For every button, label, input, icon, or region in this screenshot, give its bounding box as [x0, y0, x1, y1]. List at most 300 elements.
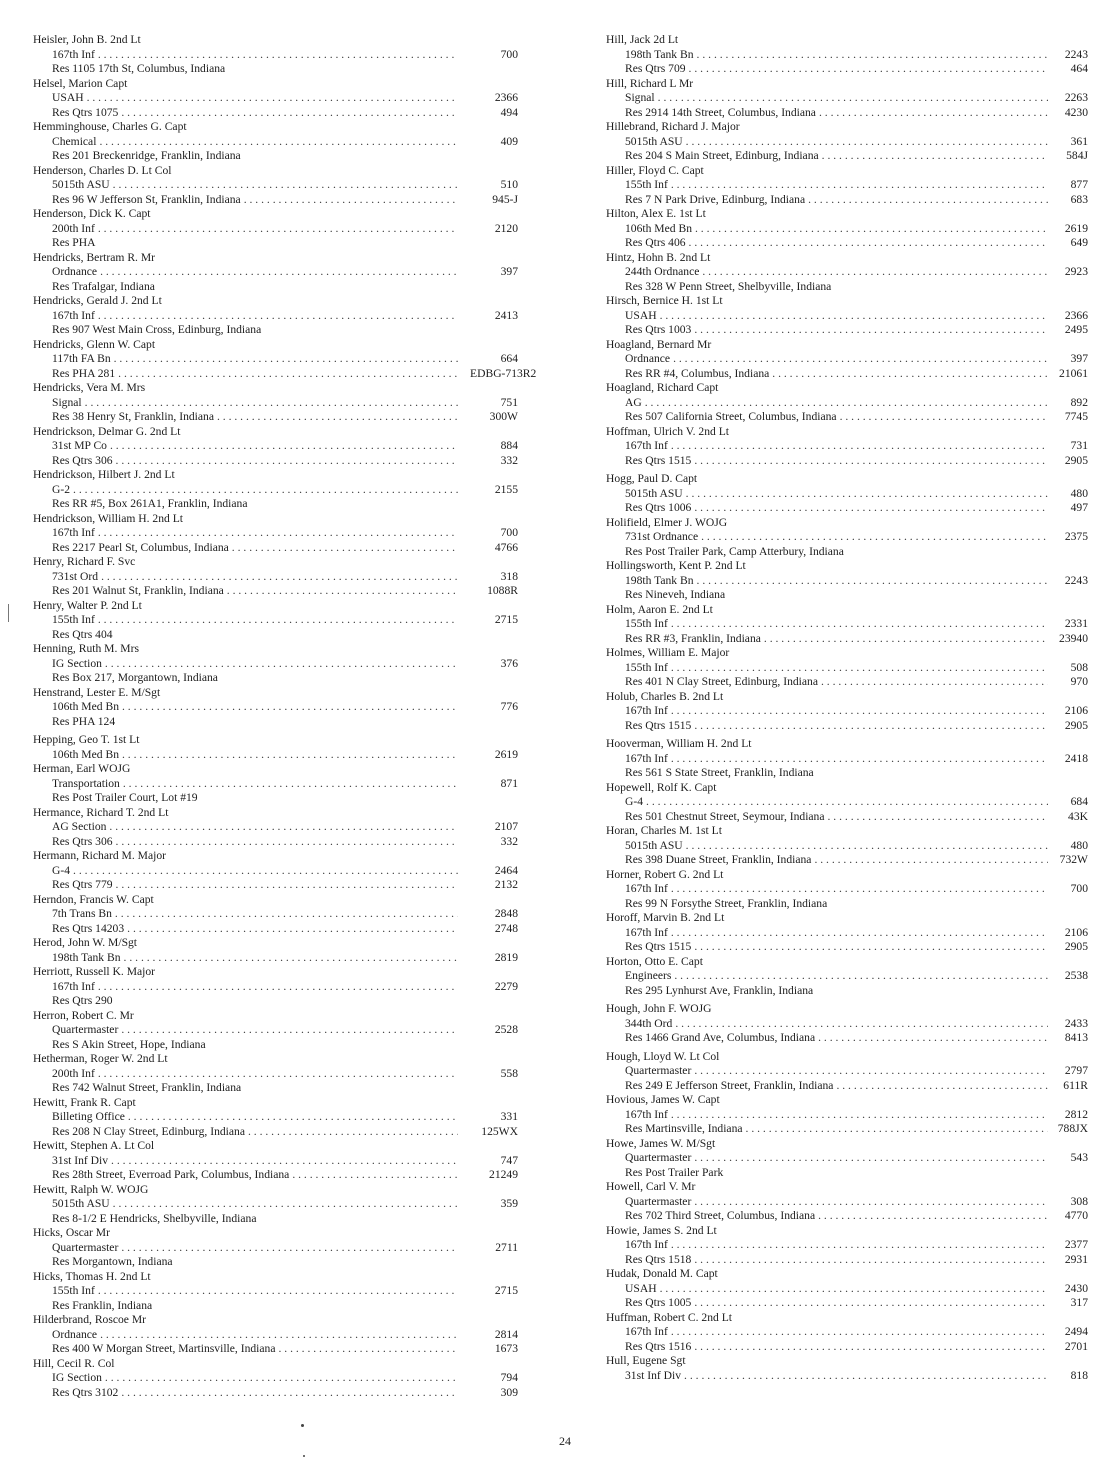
directory-entry [606, 1050, 1088, 1094]
dot-leader [668, 752, 1048, 767]
residence-label: Res Qtrs 290 [52, 994, 113, 1007]
unit-label: 344th Ord [625, 1016, 673, 1030]
entry-line [606, 236, 1088, 251]
phone-number: 2106 [1064, 925, 1088, 939]
dot-leader [686, 236, 1048, 251]
phone-number: 2905 [1064, 453, 1088, 467]
directory-entry [33, 849, 518, 893]
entry-line [606, 1195, 1088, 1210]
entry-line [33, 1168, 518, 1183]
entry-line [606, 675, 1088, 690]
dot-leader [95, 48, 458, 63]
unit-label: 198th Tank Bn [625, 573, 694, 587]
entry-line [606, 222, 1088, 237]
phone-number: 125WX [481, 1124, 518, 1138]
entry-name: Henderson, Charles D. Lt Col [33, 163, 172, 177]
unit-label: USAH [625, 308, 657, 322]
unit-label: USAH [625, 1281, 657, 1295]
dot-leader [668, 926, 1048, 941]
phone-number: 2528 [494, 1023, 518, 1036]
phone-number: 2430 [1064, 1281, 1088, 1295]
directory-entry [33, 555, 518, 599]
entry-name: Hoagland, Bernard Mr [606, 337, 712, 351]
entry-line [606, 1325, 1088, 1340]
phone-number: 2715 [494, 1284, 518, 1297]
phone-number: 611R [1063, 1078, 1088, 1092]
entry-name: Herod, John W. M/Sgt [33, 936, 138, 949]
dot-leader [683, 487, 1048, 502]
unit-label: 5015th ASU [625, 134, 683, 148]
dot-leader [681, 1369, 1048, 1384]
phone-number: 317 [1070, 1296, 1088, 1309]
phone-number: 7745 [1064, 410, 1088, 423]
dot-leader [691, 1064, 1048, 1079]
dot-leader [124, 922, 458, 937]
dot-leader [289, 1168, 458, 1183]
unit-label: 106th Med Bn [52, 700, 119, 713]
entry-line [606, 969, 1088, 984]
dot-leader [691, 323, 1048, 338]
entry-name: Hillebrand, Richard J. Major [606, 120, 740, 133]
entry-name: Hough, Lloyd W. Lt Col [606, 1049, 720, 1063]
directory-entry [606, 164, 1088, 208]
directory-entry [33, 1313, 518, 1357]
directory-entry [606, 338, 1088, 382]
phone-number: 2715 [494, 613, 518, 626]
dot-leader [113, 454, 458, 469]
dot-leader [125, 1110, 458, 1125]
residence-label: Res Qtrs 1003 [625, 323, 692, 336]
residence-label: Res Qtrs 1515 [625, 718, 692, 732]
entry-name: Howell, Carl V. Mr [606, 1180, 696, 1193]
unit-label: Ordnance [52, 265, 98, 278]
dot-leader [111, 352, 458, 367]
phone-number: 497 [1070, 501, 1088, 514]
entry-name: Hill, Richard L Mr [606, 76, 694, 90]
entry-line [33, 541, 518, 556]
entry-name: Hendrickson, Delmar G. 2nd Lt [33, 424, 181, 438]
dot-leader [699, 265, 1048, 280]
entry-line [33, 178, 518, 193]
residence-label: Res Qtrs 3102 [52, 1385, 119, 1399]
entry-line [606, 984, 1088, 999]
speck [303, 1455, 305, 1457]
phone-number: 543 [1070, 1151, 1088, 1164]
entry-line [606, 1369, 1088, 1384]
directory-entry [606, 33, 1088, 77]
phone-number: 776 [500, 700, 518, 713]
unit-label: Billeting Office [52, 1110, 125, 1123]
unit-label: 200th Inf [52, 221, 95, 235]
phone-number: 359 [500, 1197, 518, 1210]
entry-line [606, 265, 1088, 280]
entry-line [606, 704, 1088, 719]
phone-number: 871 [500, 776, 518, 790]
residence-label: Res Qtrs 306 [52, 834, 113, 848]
phone-number: 2263 [1064, 91, 1088, 104]
unit-label: IG Section [52, 1371, 102, 1384]
dot-leader [691, 1340, 1048, 1355]
entry-name: Henstrand, Lester E. M/Sgt [33, 685, 161, 699]
residence-label: Res 1466 Grand Ave, Columbus, Indiana [625, 1031, 816, 1044]
entry-name: Hemminghouse, Charles G. Capt [33, 120, 187, 133]
entry-name: Howie, James S. 2nd Lt [606, 1223, 717, 1237]
entry-name: Hewitt, Ralph W. WOJG [33, 1182, 149, 1196]
unit-label: Quartermaster [52, 1240, 119, 1254]
phone-number: 480 [1070, 838, 1088, 852]
dot-leader [102, 1371, 458, 1386]
phone-number: 2366 [494, 91, 518, 104]
phone-number: 2812 [1064, 1107, 1088, 1121]
entry-name: Herron, Robert C. Mr [33, 1008, 134, 1022]
dot-leader [671, 969, 1048, 984]
entry-line [606, 661, 1088, 676]
directory-entry [33, 599, 518, 643]
unit-label: 5015th ASU [52, 178, 110, 191]
residence-label: Res 99 N Forsythe Street, Franklin, Indiana [625, 896, 828, 910]
entry-line [606, 396, 1088, 411]
entry-line [33, 106, 518, 121]
entry-line [33, 149, 518, 164]
dot-leader [642, 396, 1048, 411]
entry-line [33, 584, 518, 599]
dot-leader [668, 1238, 1048, 1253]
phone-number: 649 [1070, 236, 1088, 249]
unit-label: 167th Inf [625, 925, 668, 939]
phone-number: 2848 [494, 907, 518, 920]
unit-label: 5015th ASU [625, 838, 683, 852]
residence-label: Res 907 West Main Cross, Edinburg, Indiana [52, 323, 262, 336]
entry-line [33, 1212, 518, 1227]
dot-leader [241, 193, 458, 208]
phone-number: 584J [1066, 149, 1088, 162]
entry-name: Helsel, Marion Capt [33, 76, 128, 90]
dot-leader [668, 1108, 1048, 1123]
directory-entry [33, 936, 518, 965]
dot-leader [112, 907, 458, 922]
entry-line [606, 1238, 1088, 1253]
entry-name: Hewitt, Stephen A. Lt Col [33, 1139, 155, 1152]
dot-leader [691, 1296, 1048, 1311]
dot-leader [245, 1125, 458, 1140]
entry-name: Holmes, William E. Major [606, 646, 730, 659]
phone-number: 2797 [1064, 1064, 1088, 1077]
dot-leader [743, 1122, 1048, 1137]
phone-number: EDBG-713R2 [470, 366, 537, 380]
directory-entry [606, 77, 1088, 121]
dot-leader [70, 483, 458, 498]
entry-line [33, 497, 518, 512]
phone-number: 21061 [1059, 366, 1088, 380]
dot-leader [683, 839, 1048, 854]
unit-label: 167th Inf [625, 882, 668, 895]
phone-number: 700 [1070, 882, 1088, 895]
entry-name: Hilton, Alex E. 1st Lt [606, 207, 706, 220]
entry-line [606, 106, 1088, 121]
dot-leader [119, 700, 458, 715]
phone-number: 1673 [494, 1342, 518, 1355]
unit-label: 167th Inf [52, 979, 95, 993]
phone-number: 43K [1068, 809, 1088, 823]
unit-label: 155th Inf [625, 660, 668, 674]
dot-leader [275, 1342, 458, 1357]
residence-label: Res Qtrs 709 [625, 62, 686, 75]
directory-entry [606, 603, 1088, 647]
phone-number: 2418 [1064, 751, 1088, 765]
entry-name: Hepping, Geo T. 1st Lt [33, 733, 140, 746]
residence-label: Res RR #4, Columbus, Indiana [625, 366, 770, 380]
residence-label: Res 2217 Pearl St, Columbus, Indiana [52, 540, 229, 554]
residence-label: Res Nineveh, Indiana [625, 588, 726, 601]
unit-label: 31st MP Co [52, 439, 107, 452]
phone-number: 309 [500, 1385, 518, 1399]
entry-line [606, 1296, 1088, 1311]
entry-line [33, 1328, 518, 1343]
entry-line [606, 926, 1088, 941]
entry-name: Hough, John F. WOJG [606, 1002, 712, 1015]
residence-label: Res PHA 124 [52, 714, 116, 728]
unit-label: Engineers [625, 969, 672, 982]
entry-name: Henry, Walter P. 2nd Lt [33, 598, 142, 612]
entry-name: Hoffman, Ulrich V. 2nd Lt [606, 424, 730, 438]
speck [301, 1424, 304, 1427]
entry-line [33, 613, 518, 628]
entry-line [33, 820, 518, 835]
entry-line [606, 940, 1088, 955]
unit-label: Quartermaster [625, 1151, 692, 1164]
entry-line [606, 617, 1088, 632]
entry-name: Hendrickson, Hilbert J. 2nd Lt [33, 468, 175, 481]
directory-entry [33, 686, 518, 730]
directory-entry [33, 893, 518, 937]
phone-number: 664 [500, 352, 518, 365]
unit-label: 244th Ordnance [625, 265, 700, 278]
entry-name: Hiller, Floyd C. Capt [606, 163, 704, 177]
dot-leader [825, 810, 1049, 825]
dot-leader [694, 574, 1048, 589]
dot-leader [691, 1151, 1048, 1166]
directory-entry [33, 468, 518, 512]
entry-line [33, 323, 518, 338]
residence-label: Res 561 S State Street, Franklin, Indiana [625, 766, 814, 779]
dot-leader [815, 1209, 1048, 1224]
residence-label: Res Box 217, Morgantown, Indiana [52, 671, 218, 684]
unit-label: 31st Inf Div [52, 1153, 109, 1167]
unit-label: 155th Inf [625, 178, 668, 191]
entry-line [606, 752, 1088, 767]
entry-line [33, 265, 518, 280]
directory-entry [606, 425, 1088, 469]
entry-name: Horton, Otto E. Capt [606, 954, 703, 968]
entry-line [33, 193, 518, 208]
residence-label: Res 398 Duane Street, Franklin, Indiana [625, 853, 812, 866]
phone-number: 2814 [494, 1327, 518, 1341]
entry-line [33, 1197, 518, 1212]
phone-number: 684 [1070, 795, 1088, 808]
entry-line [33, 483, 518, 498]
entry-name: Hermance, Richard T. 2nd Lt [33, 805, 169, 819]
dot-leader [815, 1031, 1048, 1046]
dot-leader [108, 1154, 458, 1169]
entry-line [606, 280, 1088, 295]
dot-leader [95, 526, 458, 541]
entry-line [33, 715, 518, 730]
dot-leader [97, 265, 458, 280]
entry-name: Holub, Charles B. 2nd Lt [606, 689, 724, 703]
phone-number: 2377 [1064, 1238, 1088, 1251]
unit-label: G-4 [52, 863, 71, 877]
phone-number: 318 [500, 569, 518, 583]
dot-leader [668, 617, 1048, 632]
dot-leader [769, 367, 1048, 382]
unit-label: Transportation [52, 776, 120, 790]
phone-number: 2331 [1064, 617, 1088, 630]
entry-line [606, 410, 1088, 425]
directory-entry [33, 164, 518, 208]
phone-number: 8413 [1064, 1031, 1088, 1044]
entry-line [33, 570, 518, 585]
residence-label: Res S Akin Street, Hope, Indiana [52, 1037, 206, 1051]
entry-line [33, 396, 518, 411]
entry-line [33, 835, 518, 850]
entry-name: Hollingsworth, Kent P. 2nd Lt [606, 559, 746, 572]
phone-number: 700 [500, 47, 518, 61]
entry-line [606, 454, 1088, 469]
directory-entry [606, 781, 1088, 825]
directory-entry [606, 472, 1088, 516]
dot-leader [837, 410, 1048, 425]
entry-line [606, 193, 1088, 208]
phone-number: 2748 [494, 921, 518, 935]
dot-leader [668, 882, 1048, 897]
unit-label: 167th Inf [625, 1238, 668, 1251]
entry-line [33, 864, 518, 879]
directory-entry [606, 381, 1088, 425]
entry-name: Hill, Jack 2d Lt [606, 33, 679, 46]
entry-name: Hendricks, Gerald J. 2nd Lt [33, 294, 162, 307]
dot-leader [668, 178, 1048, 193]
phone-number: 2495 [1064, 323, 1088, 336]
directory-entry [33, 806, 518, 850]
entry-name: Herriott, Russell K. Major [33, 965, 156, 978]
entry-name: Hooverman, William H. 2nd Lt [606, 737, 752, 750]
directory-entry [606, 1311, 1088, 1355]
dot-leader [106, 820, 458, 835]
residence-label: Res Qtrs 1006 [625, 501, 692, 514]
dot-leader [120, 777, 458, 792]
dot-leader [95, 309, 458, 324]
directory-entry [33, 1052, 518, 1096]
entry-name: Henry, Richard F. Svc [33, 555, 136, 568]
entry-line [606, 1253, 1088, 1268]
dot-leader [691, 1253, 1048, 1268]
residence-label: Res Qtrs 1518 [625, 1252, 692, 1266]
entry-line [606, 810, 1088, 825]
residence-label: Res Morgantown, Indiana [52, 1255, 173, 1268]
entry-line [33, 1067, 518, 1082]
residence-label: Res RR #3, Franklin, Indiana [625, 631, 761, 645]
entry-name: Horoff, Marvin B. 2nd Lt [606, 911, 725, 924]
entry-line [606, 323, 1088, 338]
phone-number: 397 [1070, 352, 1088, 365]
entry-line [33, 1371, 518, 1386]
unit-label: USAH [52, 91, 84, 104]
phone-number: 332 [500, 834, 518, 848]
unit-label: 155th Inf [52, 613, 95, 626]
phone-number: 884 [500, 439, 518, 452]
residence-label: Res Post Trailer Park [625, 1165, 724, 1179]
entry-name: Hopewell, Rolf K. Capt [606, 780, 717, 794]
residence-label: Res 96 W Jefferson St, Franklin, Indiana [52, 192, 241, 206]
dot-leader [833, 1079, 1048, 1094]
entry-name: Holm, Aaron E. 2nd Lt [606, 602, 713, 616]
dot-leader [95, 980, 458, 995]
phone-number: 2132 [494, 878, 518, 891]
phone-number: 376 [500, 656, 518, 670]
residence-label: Res RR #5, Box 261A1, Franklin, Indiana [52, 497, 248, 510]
dot-leader [98, 570, 458, 585]
entry-name: Huffman, Robert C. 2nd Lt [606, 1310, 733, 1324]
entry-line [606, 309, 1088, 324]
dot-leader [118, 106, 458, 121]
phone-number: 2619 [1064, 221, 1088, 235]
directory-entry [33, 1226, 518, 1270]
phone-number: 480 [1070, 486, 1088, 500]
phone-number: 700 [500, 526, 518, 539]
entry-line [606, 439, 1088, 454]
directory-entry [606, 1002, 1088, 1046]
dot-leader [668, 1325, 1048, 1340]
phone-number: 747 [500, 1153, 518, 1167]
unit-label: 31st Inf Div [625, 1368, 682, 1382]
unit-label: Quartermaster [625, 1194, 692, 1208]
entry-name: Hovious, James W. Capt [606, 1093, 720, 1106]
directory-entry [606, 868, 1088, 912]
phone-number: 2538 [1064, 969, 1088, 982]
dot-leader [95, 1067, 458, 1082]
entry-line [606, 1079, 1088, 1094]
directory-column-left [33, 33, 537, 1400]
unit-label: 167th Inf [52, 308, 95, 322]
dot-leader [691, 454, 1048, 469]
unit-label: 167th Inf [625, 1107, 668, 1121]
entry-line [33, 1241, 518, 1256]
entry-line [606, 487, 1088, 502]
phone-number: 332 [500, 453, 518, 467]
entry-line [606, 719, 1088, 734]
unit-label: 167th Inf [625, 1325, 668, 1338]
phone-number: 508 [1070, 660, 1088, 674]
dot-leader [672, 1017, 1048, 1032]
entry-line [606, 62, 1088, 77]
phone-number: 4770 [1064, 1209, 1088, 1222]
dot-leader [95, 613, 458, 628]
directory-entry [33, 965, 518, 1009]
entry-name: Horner, Robert G. 2nd Lt [606, 867, 724, 881]
phone-number: 751 [500, 395, 518, 409]
phone-number: 2464 [494, 863, 518, 877]
unit-label: IG Section [52, 656, 102, 670]
phone-number: 2905 [1064, 718, 1088, 732]
entry-line [33, 439, 518, 454]
dot-leader [805, 193, 1048, 208]
entry-name: Hogg, Paul D. Capt [606, 472, 698, 485]
entry-name: Hermann, Richard M. Major [33, 849, 166, 862]
entry-line [606, 1340, 1088, 1355]
unit-label: 198th Tank Bn [625, 47, 694, 61]
phone-number: 2106 [1064, 704, 1088, 717]
entry-line [33, 777, 518, 792]
